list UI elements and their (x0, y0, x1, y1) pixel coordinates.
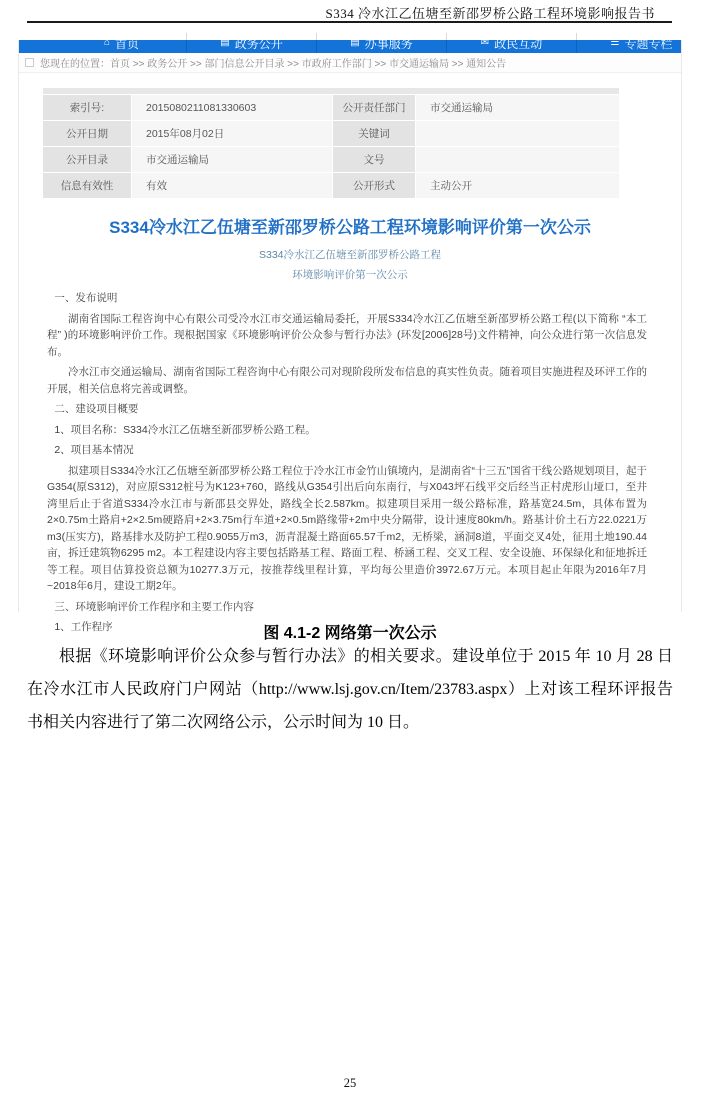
info-label: 公开形式 (333, 173, 415, 198)
announcement-subtitle-2: 环境影响评价第一次公示 (292, 269, 408, 281)
info-value: 有效 (132, 173, 332, 198)
announcement-paragraph: 湖南省国际工程咨询中心有限公司受冷水江市交通运输局委托，开展S334冷水江乙伍塘至新邵罗桥公路工程(以下简称 “本工程” )的环境影响评价工作。现根据国家《环境影响评价公众参与暂行办法》(环发[2006]28号)文件精神，向公众进行第一次信息发布。 (47, 312, 647, 358)
webpage-screenshot (18, 36, 682, 633)
breadcrumb-text[interactable]: 您现在的位置：首页 >> 政务公开 >> 部门信息公开目录 >> 市政府工作部门 >> 市交通运输局 >> 通知公告 (40, 59, 507, 70)
info-value: 主动公开 (416, 173, 619, 198)
info-value: 2015080211081330603 (132, 95, 332, 120)
announcement-paragraph: 一、发布说明 (54, 292, 118, 304)
breadcrumb (19, 53, 681, 73)
nav-item-label: 政务公开 (234, 36, 283, 51)
info-value: 2015年08月02日 (132, 121, 332, 146)
home-icon: ⌂ (103, 37, 111, 48)
info-table (43, 88, 619, 199)
nav-item-label: 办事服务 (364, 36, 413, 51)
announcement-paragraph: 2、项目基本情况 (54, 444, 134, 456)
nav-item[interactable] (317, 33, 447, 53)
menu-icon: ☰ (610, 37, 620, 48)
info-label: 文号 (333, 147, 415, 172)
announcement-paragraph: 二、建设项目概要 (54, 403, 139, 415)
page-number: 25 (343, 1076, 357, 1090)
info-table-row (43, 95, 619, 120)
info-value: 市交通运输局 (416, 95, 619, 120)
nav-item[interactable] (447, 33, 577, 53)
doc-header-title: S334 冷水江乙伍塘至新邵罗桥公路工程环境影响报告书 (325, 6, 655, 21)
header-rule (27, 21, 672, 23)
nav-item[interactable] (57, 33, 187, 53)
announcement-title: S334冷水江乙伍塘至新邵罗桥公路工程环境影响评价第一次公示 (109, 218, 591, 237)
nav-item[interactable] (577, 33, 706, 53)
announcement-paragraph: 冷水江市交通运输局、湖南省国际工程咨询中心有限公司对现阶段所发布信息的真实性负责。随着项目实施进程及环评工作的开展，相关信息将完善或调整。 (47, 366, 647, 395)
info-value (416, 147, 619, 172)
info-value (416, 121, 619, 146)
info-table-row (43, 147, 619, 172)
info-label: 信息有效性 (43, 173, 131, 198)
nav-item-label: 专题专栏 (624, 36, 673, 51)
announcement-body (47, 290, 647, 640)
doc-icon: ▤ (220, 37, 230, 48)
announcement-paragraph: 1、项目名称：S334冷水江乙伍塘至新邵罗桥公路工程。 (54, 423, 316, 436)
figure-caption: 图 4.1-2 网络第一次公示 (263, 625, 437, 642)
announcement-paragraph: 三、环境影响评价工作程序和主要工作内容 (54, 600, 254, 613)
nav-item-label: 首页 (115, 36, 140, 51)
info-label: 公开目录 (43, 147, 131, 172)
info-table-row (43, 121, 619, 146)
nav-item-label: 政民互动 (494, 36, 543, 51)
info-value: 市交通运输局 (132, 147, 332, 172)
info-table-top-strip (43, 88, 619, 94)
mail-icon: ✉ (480, 37, 490, 48)
announcement-subtitle-1: S334冷水江乙伍塘至新邵罗桥公路工程 (258, 249, 442, 261)
doc-icon: ▤ (350, 37, 360, 48)
info-table-row (43, 173, 619, 198)
info-label: 公开责任部门 (333, 95, 415, 120)
info-table-rows (43, 95, 619, 198)
announcement-paragraph: 1、工作程序 (54, 621, 113, 633)
info-label: 关键词 (333, 121, 415, 146)
info-label: 公开日期 (43, 121, 131, 146)
info-label: 索引号: (43, 95, 131, 120)
checkbox-icon (25, 58, 34, 67)
doc-paragraph: 根据《环境影响评价公众参与暂行办法》的相关要求。建设单位于 2015 年 10 月 28 日在冷水江市人民政府门户网站（http://www.lsj.gov.cn/Item/23783.aspx）上对该工程环评报告书相关内容进行了第二次网络公示，公示时间为 10 日。 (27, 648, 673, 731)
nav-item[interactable] (187, 33, 317, 53)
nav-items (57, 33, 706, 53)
site-navbar (19, 36, 681, 53)
announcement-paragraph: 拟建项目S334冷水江乙伍塘至新邵罗桥公路工程位于冷水江市金竹山镇境内，是湖南省“十三五”国省干线公路规划项目，起于G354(原S312)，对应原S312桩号为K123+760，路线从G354引出后向东南行，与X043坪石线平交后经当正村虎形山垭口，至井湾里后止于省道S334冷水江市与新邵县交界处，路线全长2.587km。拟建项目采用一级公路标准，路基宽24.5m，具体布置为2×0.75m土路肩+2×2.5m硬路肩+2×3.75m行车道+2×0.5m路缘带+2m中央分隔带，设计速度80km/h。路基计价土石方22.0221万m3(压实方)，路基排水及防护工程0.9055万m3，沥青混凝土路面65.57千m2，无桥梁，涵洞8道，平面交叉4处，征用土地190.44亩，拆迁建筑物6295 m2。本工程建设内容主要包括路基工程、路面工程、桥涵工程、交叉工程、安全设施、环保绿化和征地拆迁等工程。项目估算投资总额为10277.3万元，按推荐线里程计算，平均每公里造价3972.67万元。本项目起止年限为2016年7月~2018年6月，建设工期2年。 (47, 464, 647, 592)
